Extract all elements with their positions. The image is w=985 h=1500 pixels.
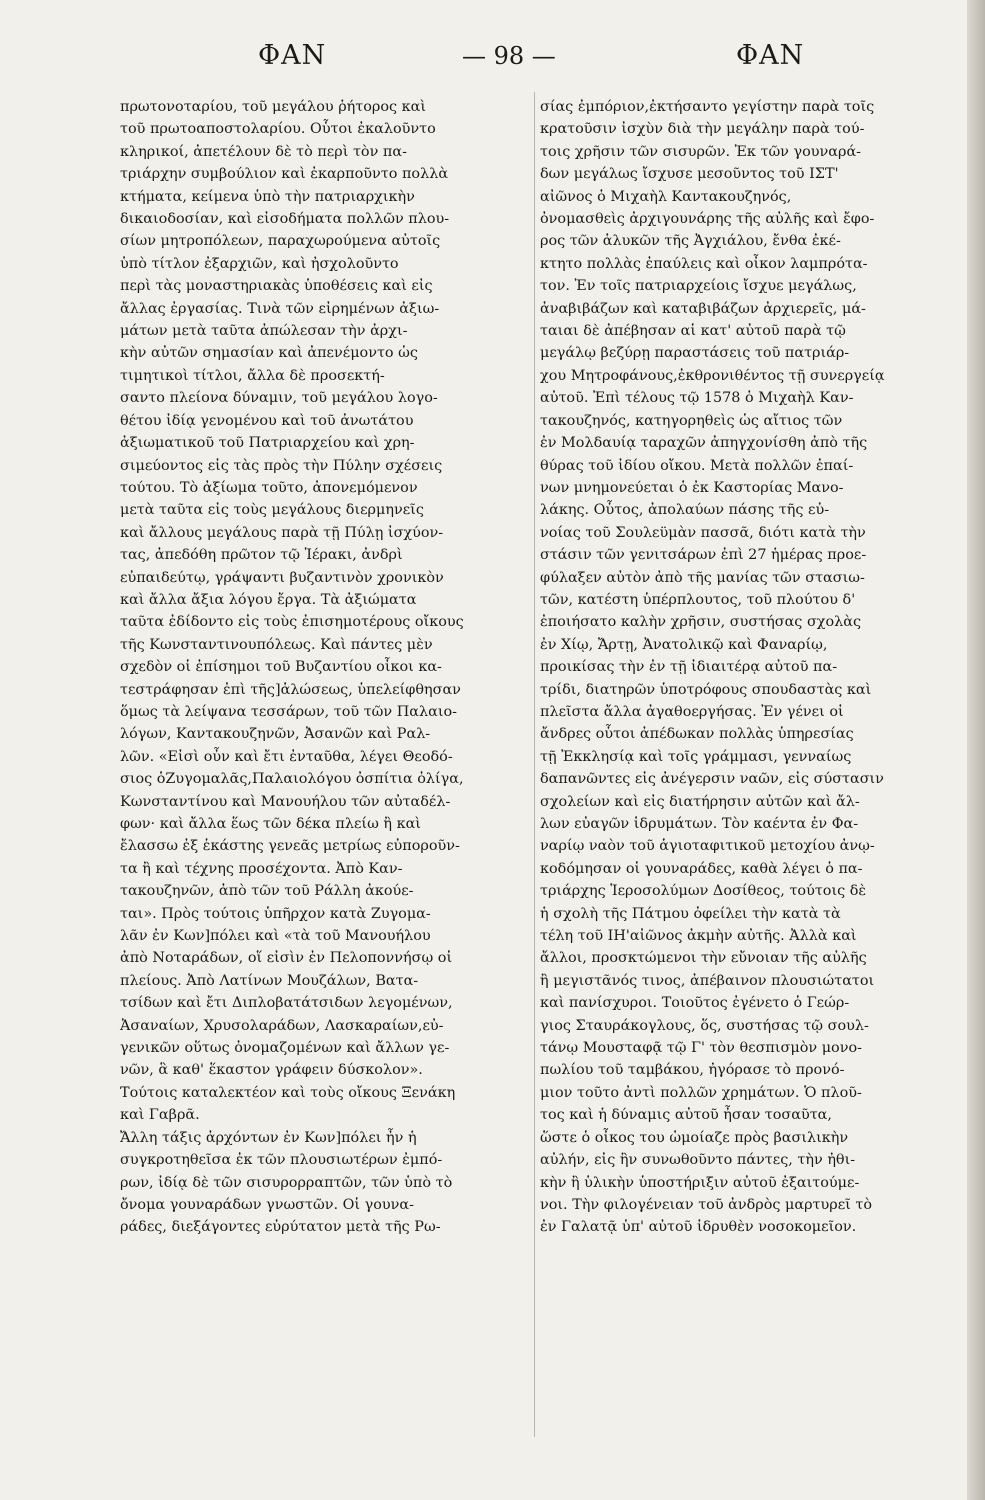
text-line: ὄνομα γουναράδων γνωστῶν. Οἱ γουνα-: [120, 1196, 414, 1213]
text-line: ρος τῶν ἁλυκῶν τῆς Ἀγχιάλου, ἔνθα ἐκέ-: [540, 233, 841, 250]
text-line: ἢ μεγιστᾶνός τινος, ἀπέβαινον πλουσιώτατοι: [540, 972, 875, 989]
text-line: δαπανῶντες εἰς ἀνέγερσιν ναῶν, εἰς σύστασιν: [540, 771, 884, 788]
text-line: καὶ ἄλλους μεγάλους παρὰ τῇ Πύλῃ ἰσχύον-: [120, 524, 444, 541]
text-line: δων μεγάλως ἴσχυσε μεσοῦντος τοῦ ΙΣΤ': [540, 166, 839, 183]
text-line: συγκροτηθεῖσα ἐκ τῶν πλουσιωτέρων ἐμπό-: [120, 1152, 443, 1169]
text-line: ἄλλας ἐργασίας. Τινὰ τῶν εἰρημένων ἀξιω-: [120, 300, 440, 317]
text-line: προικίσας τὴν ἐν τῇ ἰδιαιτέρᾳ αὐτοῦ πα-: [540, 659, 838, 676]
left-column: [120, 96, 530, 1239]
text-line: περὶ τὰς μοναστηριακὰς ὑποθέσεις καὶ εἰς: [120, 278, 433, 295]
text-line: μιον τοῦτο ἀντὶ πολλῶν χρημάτων. Ὁ πλοῦ-: [540, 1084, 862, 1101]
text-line: τας, ἀπεδόθη πρῶτον τῷ Ἱέρακι, ἀνδρὶ: [120, 547, 403, 564]
text-line: τάνῳ Μουσταφᾷ τῷ Γ' τὸν θεσπισμὸν μονο-: [540, 1040, 862, 1057]
text-line: νων μνημονεύεται ὁ ἐκ Καστορίας Μανο-: [540, 479, 844, 496]
text-line: σχεδὸν οἱ ἐπίσημοι τοῦ Βυζαντίου οἶκοι κα-: [120, 659, 442, 676]
text-line: ται». Πρὸς τούτοις ὑπῆρχον κατὰ Ζυγομα-: [120, 905, 431, 922]
text-line: καὶ Γαβρᾶ.: [120, 1107, 200, 1124]
column-divider: [534, 92, 535, 1437]
text-line: αὐτοῦ. Ἐπὶ τέλους τῷ 1578 ὁ Μιχαὴλ Καν-: [540, 390, 854, 407]
text-line: ἐν Μολδαυίᾳ ταραχῶν ἀπηγχονίσθη ἀπὸ τῆς: [540, 435, 868, 452]
page-edge-shadow: [967, 0, 985, 1500]
text-line: δικαιοδοσίαν, καὶ εἰσοδήματα πολλῶν πλου-: [120, 211, 450, 228]
text-line: σίας ἐμπόριον,ἐκτήσαντο γεγίστην παρὰ τοῖς: [540, 99, 875, 115]
text-line: χου Μητροφάνους,ἐκθρονιθέντος τῇ συνεργείᾳ: [540, 367, 885, 384]
text-line: ἀναβιβάζων καὶ καταβιβάζων ἀρχιερεῖς, μά-: [540, 300, 866, 317]
text-line: ταιαι δὲ ἀπέβησαν αἱ κατ' αὐτοῦ παρὰ τῷ: [540, 323, 846, 340]
text-line: ἐν Χίῳ, Ἄρτῃ, Ἀνατολικῷ καὶ Φαναρίῳ,: [540, 636, 828, 653]
text-line: τοις χρῆσιν τῶν σισυρῶν. Ἐκ τῶν γουναρά-: [540, 143, 862, 160]
text-line: λόγων, Καντακουζηνῶν, Ἀσανῶν καὶ Ραλ-: [120, 726, 431, 743]
text-line: κὴν αὐτῶν σημασίαν καὶ ἀπενέμοντο ὡς: [120, 345, 418, 362]
text-line: τῆς Κωνσταντινουπόλεως. Καὶ πάντες μὲν: [120, 636, 433, 653]
running-header: [100, 40, 960, 80]
text-line: τσίδων καὶ ἔτι Διπλοβατάτσιδων λεγομένων,: [120, 995, 453, 1012]
text-line: πλείους. Ἀπὸ Λατίνων Μουζάλων, Βατα-: [120, 972, 419, 989]
text-line: ἐποιήσατο καλὴν χρῆσιν, συστήσας σχολὰς: [540, 614, 862, 631]
text-line: φων· καὶ ἄλλα ἕως τῶν δέκα πλείω ἢ καὶ: [120, 816, 421, 832]
text-line: Ἄλλη τάξις ἀρχόντων ἐν Κων]πόλει ἦν ἡ: [120, 1129, 417, 1146]
text-line: Ἀσαναίων, Χρυσολαράδων, Λασκαραίων,εὐ-: [120, 1017, 444, 1034]
text-line: κληρικοί, ἀπετέλουν δὲ τὸ περὶ τὸν πα-: [120, 143, 407, 160]
text-line: ταῦτα ἐδίδοντο εἰς τοὺς ἐπισημοτέρους οἴκους: [120, 614, 464, 631]
text-line: μεγάλῳ βεζύρῃ παραστάσεις τοῦ πατριάρ-: [540, 345, 850, 362]
text-line: ὑπὸ τίτλον ἐξαρχιῶν, καὶ ἠσχολοῦντο: [120, 255, 399, 272]
text-line: Τούτοις καταλεκτέον καὶ τοὺς οἴκους Ξενάκη: [120, 1084, 456, 1101]
text-line: καὶ πανίσχυροι. Τοιοῦτος ἐγένετο ὁ Γεώρ-: [540, 995, 850, 1012]
text-line: τριάρχης Ἱεροσολύμων Δοσίθεος, τούτοις δὲ: [540, 883, 867, 900]
text-line: νοι. Τὴν φιλογένειαν τοῦ ἀνδρὸς μαρτυρεῖ τὸ: [540, 1196, 873, 1213]
text-line: θύρας τοῦ ἰδίου οἴκου. Μετὰ πολλῶν ἐπαί-: [540, 457, 854, 474]
text-line: σιμεύοντος εἰς τὰς πρὸς τὴν Πύλην σχέσεις: [120, 457, 443, 474]
text-line: τον. Ἐν τοῖς πατριαρχείοις ἴσχυε μεγάλως,: [540, 278, 857, 295]
text-line: μετὰ ταῦτα εἰς τοὺς μεγάλους διερμηνεῖς: [120, 502, 424, 519]
text-line: τρίδι, διατηρῶν ὑποτρόφους σπουδαστὰς καὶ: [540, 681, 872, 698]
text-line: σίων μητροπόλεων, παραχωρούμενα αὐτοῖς: [120, 233, 441, 250]
header-right-word: ΦΑΝ: [736, 40, 805, 71]
header-left-word: ΦΑΝ: [258, 40, 327, 71]
text-line: κὴν ἢ ὑλικὴν ὑποστήριξιν αὐτοῦ ἐξαιτούμε-: [540, 1174, 860, 1191]
text-line: σαντο πλείονα δύναμιν, τοῦ μεγάλου λογο-: [120, 390, 438, 407]
text-line: τεστράφησαν ἐπὶ τῆς]ἁλώσεως, ὑπελείφθησαν: [120, 681, 461, 698]
text-line: τακουζηνός, κατηγορηθεὶς ὡς αἴτιος τῶν: [540, 412, 843, 429]
text-line: ὅμως τὰ λείψανα τεσσάρων, τοῦ τῶν Παλαιο-: [120, 703, 458, 720]
text-line: τακουζηνῶν, ἀπὸ τῶν τοῦ Ράλλη ἀκούε-: [120, 883, 414, 900]
text-line: νῶν, ἃ καθ' ἕκαστον γράφειν δύσκολον».: [120, 1062, 423, 1079]
text-line: ράδες, διεξάγοντες εὐρύτατον μετὰ τῆς Ρω-: [120, 1219, 441, 1236]
text-line: ὥστε ὁ οἶκος του ὡμοίαζε πρὸς βασιλικὴν: [540, 1129, 849, 1146]
text-line: ἄνδρες οὗτοι ἀπέδωκαν πολλὰς ὑπηρεσίας: [540, 726, 854, 743]
text-line: τούτου. Τὸ ἀξίωμα τοῦτο, ἀπονεμόμενον: [120, 479, 418, 496]
text-line: ὀνομασθεὶς ἀρχιγουνάρης τῆς αὐλῆς καὶ ἔφο-: [540, 211, 875, 228]
text-line: αἰῶνος ὁ Μιχαὴλ Καντακουζηνός,: [540, 188, 792, 205]
text-line: λῶν. «Εἰσὶ οὖν καὶ ἔτι ἐνταῦθα, λέγει Θεοδό-: [120, 748, 453, 765]
text-line: πωλίου τοῦ ταμβάκου, ἠγόρασε τὸ προνό-: [540, 1062, 845, 1079]
text-line: σιος ὁΖυγομαλᾶς,Παλαιολόγου ὀσπίτια ὀλίγα,: [120, 771, 464, 788]
text-line: ἀξιωματικοῦ τοῦ Πατριαρχείου καὶ χρη-: [120, 435, 415, 452]
text-line: τριάρχην συμβούλιον καὶ ἐκαρποῦντο πολλὰ: [120, 166, 449, 183]
text-line: τα ἢ καὶ τέχνης προσέχοντα. Ἀπὸ Καν-: [120, 860, 403, 877]
right-column: [540, 96, 954, 1239]
text-line: λάκης. Οὗτος, ἀπολαύων πάσης τῆς εὐ-: [540, 502, 830, 519]
text-line: ἐν Γαλατᾷ ὑπ' αὐτοῦ ἱδρυθὲν νοσοκομεῖον.: [540, 1219, 857, 1236]
text-line: ἀπὸ Νοταράδων, οἵ εἰσὶν ἐν Πελοποννήσῳ οἱ: [120, 950, 453, 967]
text-line: τῶν, κατέστη ὑπέρπλουτος, τοῦ πλούτου δ': [540, 591, 856, 608]
text-line: λων εὐαγῶν ἱδρυμάτων. Τὸν καέντα ἐν Φα-: [540, 816, 859, 832]
text-line: ναρίῳ ναὸν τοῦ ἁγιοταφιτικοῦ μετοχίου ἀνῳ-: [540, 838, 875, 855]
text-line: σχολείων καὶ εἰς διατήρησιν αὐτῶν καὶ ἄλ-: [540, 793, 860, 810]
text-line: λᾶν ἐν Κων]πόλει καὶ «τὰ τοῦ Μανουήλου: [120, 928, 431, 945]
text-line: μάτων μετὰ ταῦτα ἀπώλεσαν τὴν ἀρχι-: [120, 323, 408, 340]
text-line: ἔλασσω ἐξ ἑκάστης γενεᾶς μετρίως εὐποροῦν-: [120, 838, 460, 855]
text-line: πλεῖστα ἄλλα ἀγαθοεργήσας. Ἐν γένει οἱ: [540, 703, 844, 720]
text-line: πρωτονοταρίου, τοῦ μεγάλου ῥήτορος καὶ: [120, 99, 427, 115]
text-line: κτητο πολλὰς ἐπαύλεις καὶ οἶκον λαμπρότα-: [540, 255, 868, 272]
text-line: κρατοῦσιν ἰσχὺν διὰ τὴν μεγάλην παρὰ τού-: [540, 121, 865, 138]
text-line: τέλη τοῦ ΙΗ'αἰῶνος ἀκμὴν αὐτῆς. Ἀλλὰ καὶ: [540, 928, 857, 945]
text-line: φύλαξεν αὐτὸν ἀπὸ τῆς μανίας τῶν στασιω-: [540, 569, 865, 586]
text-line: εὐπαιδεύτῳ, γράψαντι βυζαντινὸν χρονικὸν: [120, 569, 444, 586]
text-line: ἄλλοι, προσκτώμενοι τὴν εὔνοιαν τῆς αὐλῆς: [540, 950, 867, 967]
text-line: τος καὶ ἡ δύναμις αὐτοῦ ἦσαν τοσαῦτα,: [540, 1107, 832, 1124]
text-line: ρων, ἰδίᾳ δὲ τῶν σισυρορραπτῶν, τῶν ὑπὸ τὸ: [120, 1174, 453, 1191]
text-line: κτήματα, κείμενα ὑπὸ τὴν πατριαρχικὴν: [120, 188, 415, 205]
text-line: ἡ σχολὴ τῆς Πάτμου ὀφείλει τὴν κατὰ τὰ: [540, 905, 841, 922]
text-line: τοῦ πρωτοαποστολαρίου. Οὗτοι ἐκαλοῦντο: [120, 121, 436, 138]
text-line: αὐλήν, εἰς ἣν συνωθοῦντο πάντες, τὴν ἠθι-: [540, 1152, 856, 1169]
text-line: κοδόμησαν οἱ γουναράδες, καθὰ λέγει ὁ πα-: [540, 860, 863, 877]
page-number: — 98 —: [462, 42, 556, 70]
text-line: Κωνσταντίνου καὶ Μανουήλου τῶν αὐταδέλ-: [120, 793, 451, 810]
text-line: γιος Σταυράκογλους, ὅς, συστήσας τῷ σουλ-: [540, 1017, 869, 1034]
text-line: νοίας τοῦ Σουλεϋμὰν πασσᾶ, διότι κατὰ τὴν: [540, 524, 866, 541]
text-line: στάσιν τῶν γενιτσάρων ἐπὶ 27 ἡμέρας προε-: [540, 547, 867, 564]
text-line: τῇ Ἐκκλησίᾳ καὶ τοῖς γράμμασι, γενναίως: [540, 748, 852, 765]
text-line: γενικῶν οὕτως ὀνομαζομένων καὶ ἄλλων γε-: [120, 1040, 450, 1057]
text-line: τιμητικοὶ τίτλοι, ἄλλα δὲ προσεκτή-: [120, 367, 385, 384]
text-line: θέτου ἰδίᾳ γενομένου καὶ τοῦ ἀνωτάτου: [120, 412, 414, 429]
text-line: καὶ ἄλλα ἄξια λόγου ἔργα. Τὰ ἀξιώματα: [120, 591, 417, 608]
